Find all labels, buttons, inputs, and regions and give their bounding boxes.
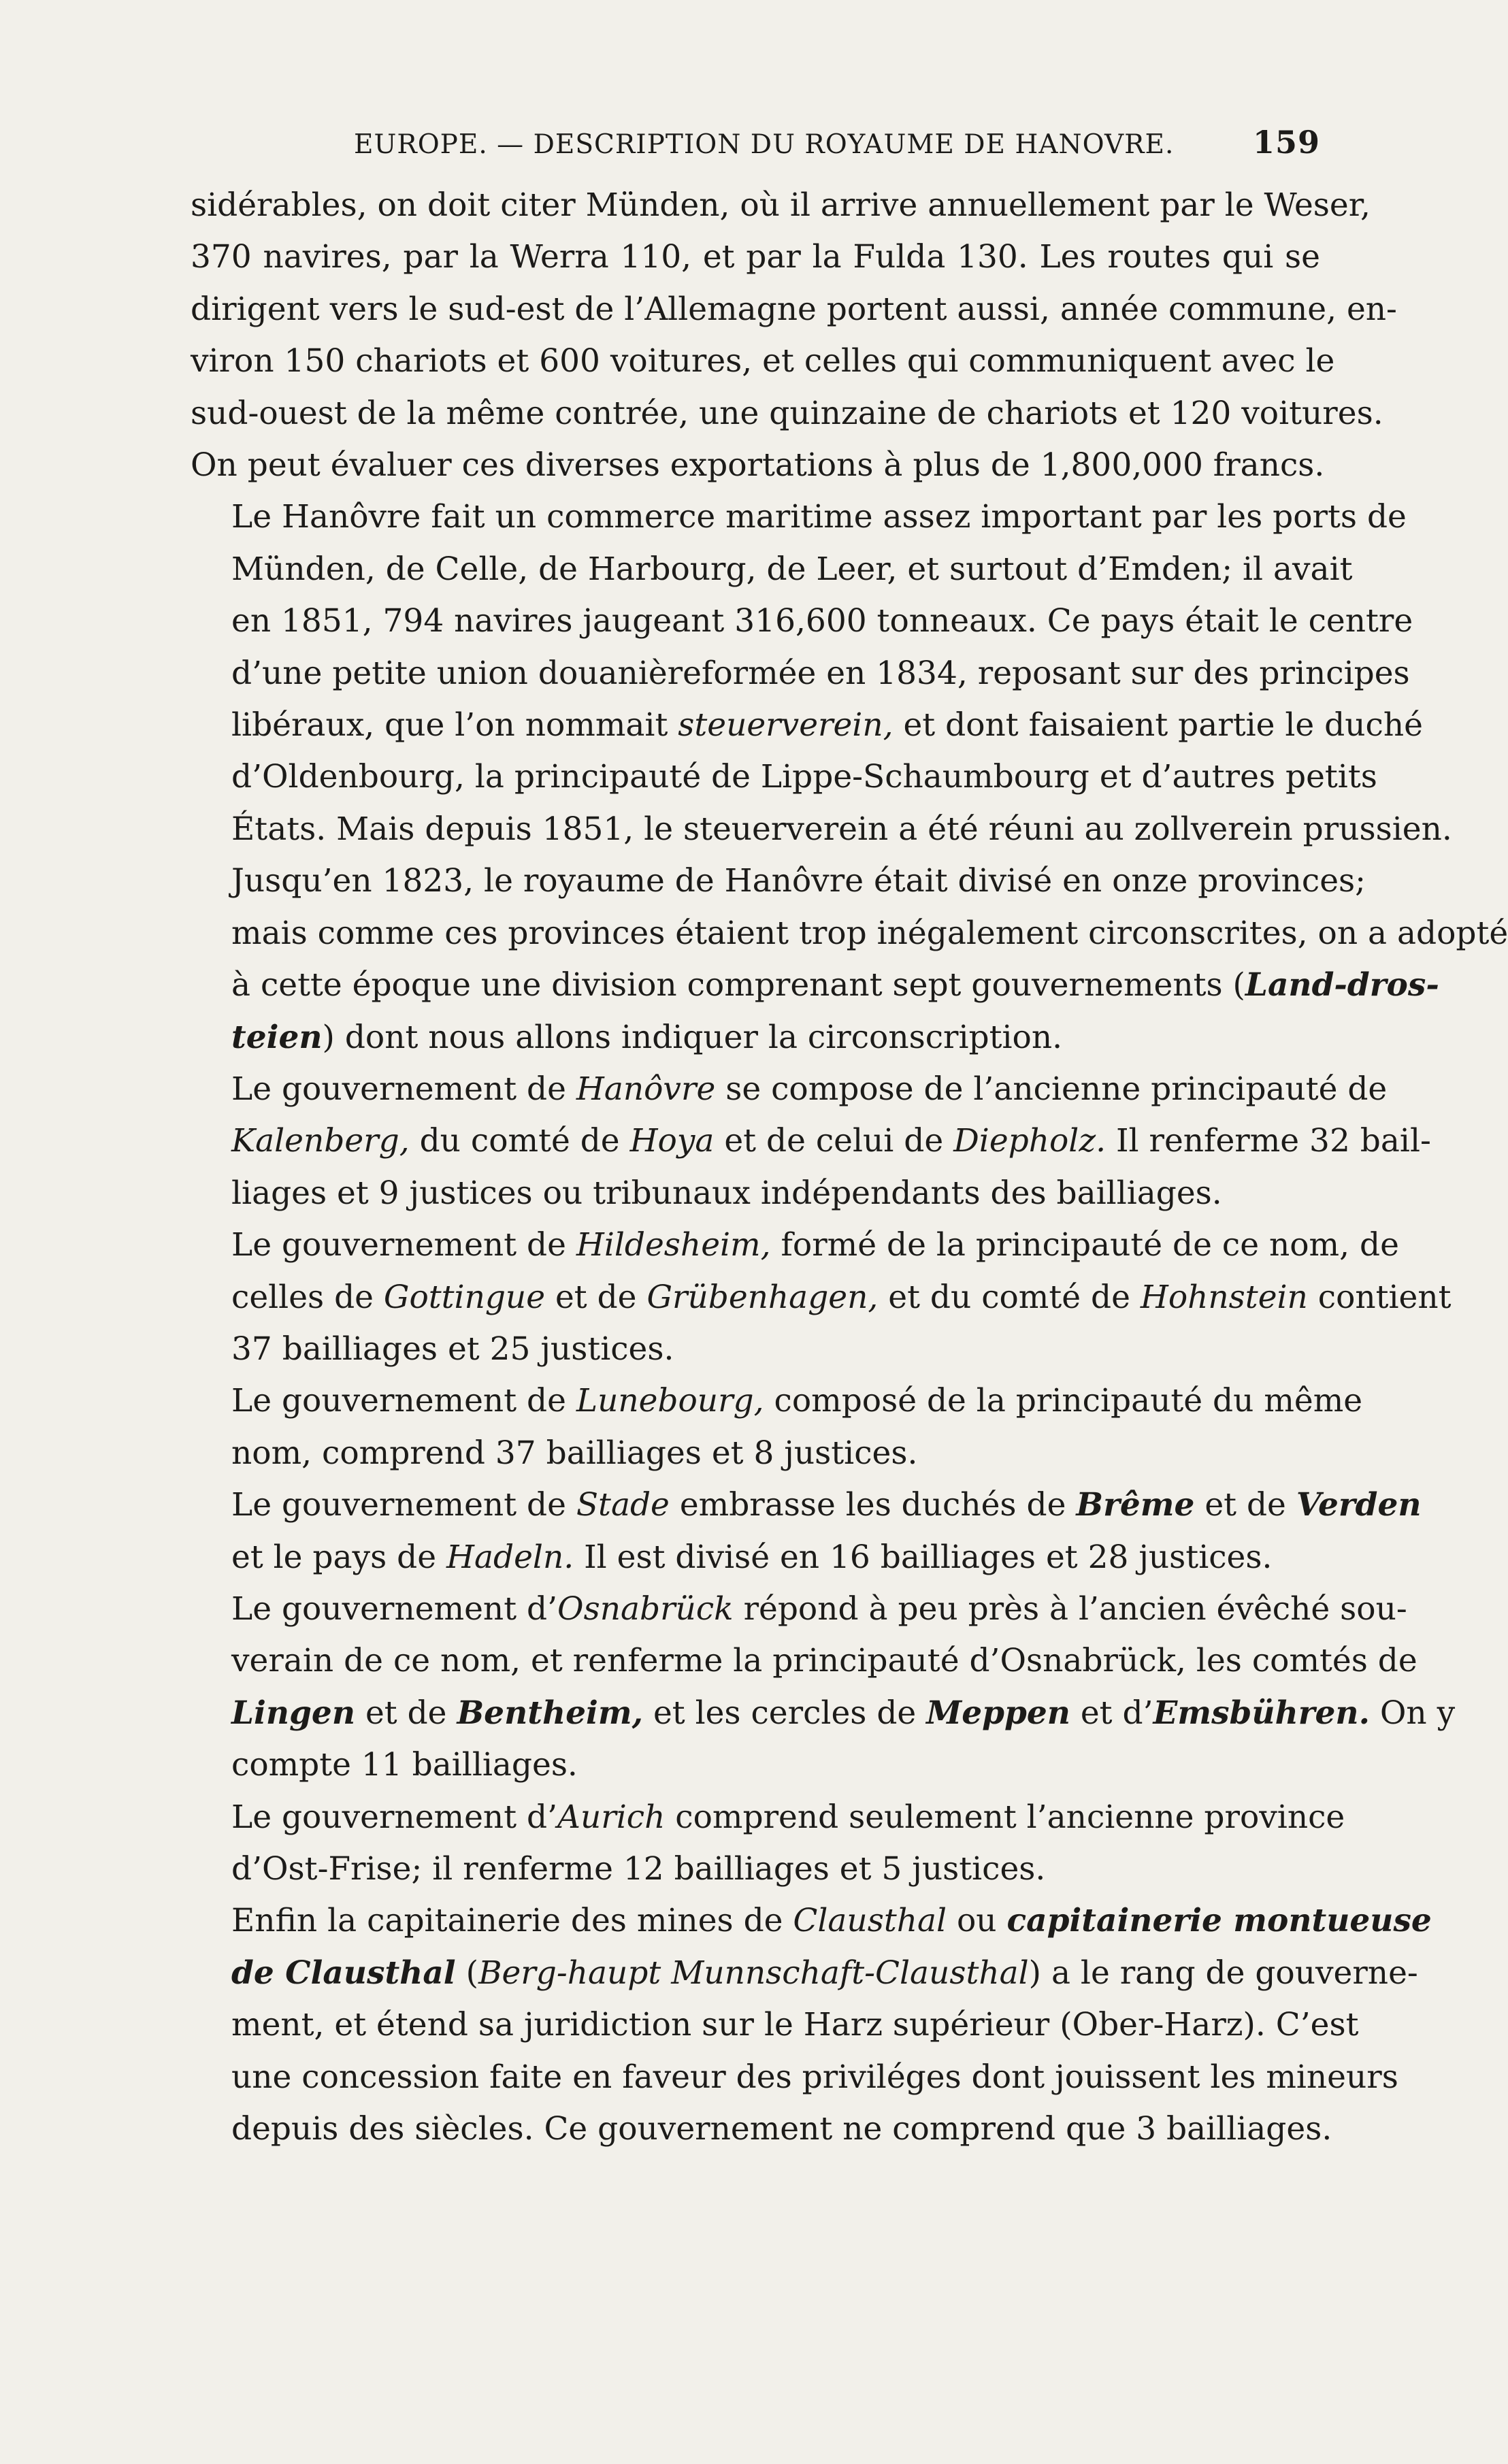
text-line <box>191 595 1413 647</box>
text-run: et de <box>1194 1486 1296 1524</box>
text-line <box>191 1064 1388 1115</box>
place-name: Land-dros- <box>1245 966 1439 1004</box>
place-name: Hanôvre <box>576 1070 716 1108</box>
text-run: contient <box>1307 1278 1452 1316</box>
running-title: EUROPE. — DESCRIPTION DU ROYAUME DE HANOVRE. <box>354 129 1175 160</box>
place-name: Stade <box>576 1486 670 1524</box>
paragraph-10 <box>191 1895 1432 2155</box>
place-name: Diepholz. <box>953 1122 1107 1160</box>
text-line <box>191 908 1508 959</box>
text-run: dirigent vers le sud-est de l’Allemagne portent aussi, année commune, en- <box>191 290 1397 328</box>
running-head <box>191 121 1320 169</box>
text-run: et d’ <box>1070 1694 1153 1732</box>
text-run: Il est divisé en 16 bailliages et 28 justices. <box>574 1538 1273 1576</box>
place-name: capitainerie montueuse <box>1006 1902 1432 1940</box>
text-line <box>191 231 1320 283</box>
place-name: Hohnstein <box>1140 1278 1308 1316</box>
text-run: 370 navires, par la Werra 110, et par la Fulda 130. Les routes qui se <box>191 238 1320 276</box>
text-line <box>191 1843 1320 1895</box>
text-run: Le Hanôvre fait un commerce maritime assez important par les ports de <box>231 498 1407 536</box>
text-line <box>191 2103 1332 2155</box>
text-line <box>191 804 1452 855</box>
text-run: Münden, de Celle, de Harbourg, de Leer, et surtout d’Emden; il avait <box>231 550 1353 588</box>
paragraph-2 <box>191 491 1452 855</box>
text-run: Le gouvernement de <box>231 1486 576 1524</box>
paragraph-3 <box>191 855 1508 1064</box>
text-run: celles de <box>231 1278 384 1316</box>
text-run: en 1851, 794 navires jaugeant 316,600 tonneaux. Ce pays était le centre <box>231 602 1413 640</box>
place-name: de Clausthal <box>231 1954 456 1992</box>
text-run: une concession faite en faveur des priviléges dont jouissent les mineurs <box>231 2058 1398 2096</box>
text-line <box>191 2052 1398 2103</box>
text-line <box>191 1479 1422 1531</box>
text-line <box>191 1999 1359 2051</box>
place-name: Hadeln. <box>446 1538 574 1576</box>
text-run: ou <box>947 1902 1007 1940</box>
text-line <box>191 1739 1320 1791</box>
paragraph-1 <box>191 180 1397 491</box>
text-run: d’Ost-Frise; il renferme 12 bailliages et 5 justices. <box>231 1850 1046 1888</box>
place-name: Clausthal <box>793 1902 947 1940</box>
text-line <box>191 284 1397 335</box>
text-run: Jusqu’en 1823, le royaume de Hanôvre était divisé en onze provinces; <box>231 862 1366 900</box>
place-name: Brême <box>1076 1486 1195 1524</box>
page-number: 159 <box>1252 124 1320 161</box>
body-text <box>191 180 1508 2155</box>
book-page <box>191 121 1508 2155</box>
text-run: à cette époque une division comprenant sept gouvernements ( <box>231 966 1245 1004</box>
text-run: Le gouvernement de <box>231 1070 576 1108</box>
text-run: répond à peu près à l’ancien évêché sou- <box>733 1590 1407 1628</box>
text-run: États. Mais depuis 1851, le steuerverein a été réuni au zollverein prussien. <box>231 810 1452 848</box>
text-line <box>191 1688 1456 1739</box>
text-run: Le gouvernement d’ <box>231 1590 558 1628</box>
place-name: Emsbühren. <box>1153 1694 1370 1732</box>
text-line <box>191 1168 1320 1219</box>
text-run: ) a le rang de gouverne- <box>1028 1954 1418 1992</box>
place-name: Lingen <box>231 1694 356 1732</box>
text-run: Le gouvernement de <box>231 1226 576 1264</box>
text-run: et du comté de <box>878 1278 1141 1316</box>
text-run: composé de la principauté du même <box>764 1382 1363 1420</box>
text-run: sud-ouest de la même contrée, une quinzaine de chariots et 120 voitures. <box>191 394 1383 432</box>
text-line <box>191 440 1325 491</box>
place-name: Grübenhagen, <box>646 1278 879 1316</box>
text-run: compte 11 bailliages. <box>231 1746 578 1784</box>
place-name: Hoya <box>629 1122 715 1160</box>
place-name: teien <box>231 1018 323 1056</box>
text-line <box>191 751 1377 803</box>
text-run: se compose de l’ancienne principauté de <box>715 1070 1388 1108</box>
text-run: Le gouvernement de <box>231 1382 576 1420</box>
text-run: mais comme ces provinces étaient trop inégalement circonscrites, on a adopté <box>231 914 1508 952</box>
text-run: ment, et étend sa juridiction sur le Harz supérieur (Ober-Harz). C’est <box>231 2006 1359 2044</box>
text-line <box>191 855 1366 907</box>
text-run: et de celui de <box>714 1122 954 1160</box>
text-run: Il renferme 32 bail- <box>1106 1122 1431 1160</box>
text-run: et de <box>545 1278 647 1316</box>
place-name: Gottingue <box>383 1278 546 1316</box>
text-run: 37 bailliages et 25 justices. <box>231 1330 674 1368</box>
text-run: ) dont nous allons indiquer la circonscription. <box>322 1018 1063 1056</box>
text-line <box>191 1272 1452 1324</box>
text-run: libéraux, que l’on nommait <box>231 706 678 744</box>
place-name: Aurich <box>557 1798 666 1836</box>
text-run: Enfin la capitainerie des mines de <box>231 1902 793 1940</box>
place-name: Lunebourg, <box>576 1382 764 1420</box>
text-line <box>191 544 1353 595</box>
text-run: formé de la principauté de ce nom, de <box>770 1226 1399 1264</box>
place-name: steuerverein, <box>678 706 894 744</box>
text-run: viron 150 chariots et 600 voitures, et celles qui communiquent avec le <box>191 342 1335 380</box>
text-line <box>191 1219 1399 1271</box>
place-name: Verden <box>1296 1486 1422 1524</box>
text-run: et le pays de <box>231 1538 446 1576</box>
paragraph-8 <box>191 1583 1456 1792</box>
text-line <box>191 648 1410 700</box>
text-line <box>191 1375 1363 1427</box>
text-line <box>191 1948 1418 1999</box>
text-line <box>191 959 1439 1011</box>
text-run: depuis des siècles. Ce gouvernement ne comprend que 3 bailliages. <box>231 2110 1332 2148</box>
text-line <box>191 1583 1407 1635</box>
text-run: On peut évaluer ces diverses exportations à plus de 1,800,000 francs. <box>191 446 1325 484</box>
text-run: et dont faisaient partie le duché <box>893 706 1423 744</box>
text-line <box>191 1324 1320 1375</box>
place-name: Bentheim, <box>457 1694 643 1732</box>
paragraph-9 <box>191 1792 1345 1896</box>
text-line <box>191 180 1371 231</box>
text-run: ( <box>455 1954 478 1992</box>
text-run: et les cercles de <box>643 1694 927 1732</box>
text-run: du comté de <box>409 1122 630 1160</box>
text-line <box>191 1792 1345 1843</box>
place-name: Osnabrück <box>557 1590 734 1628</box>
text-line <box>191 700 1423 751</box>
paragraph-4 <box>191 1064 1431 1219</box>
paragraph-6 <box>191 1375 1363 1479</box>
paragraph-7 <box>191 1479 1422 1583</box>
text-run: liages et 9 justices ou tribunaux indépendants des bailliages. <box>231 1174 1222 1212</box>
text-line <box>191 335 1335 387</box>
text-line <box>191 1635 1417 1687</box>
place-name: Kalenberg, <box>231 1122 410 1160</box>
text-line <box>191 1532 1320 1583</box>
text-run: On y <box>1369 1694 1456 1732</box>
text-line <box>191 1428 1320 1479</box>
text-run: Le gouvernement d’ <box>231 1798 558 1836</box>
text-run: d’une petite union douanièreformée en 1834, reposant sur des principes <box>231 654 1410 692</box>
text-run: sidérables, on doit citer Münden, où il arrive annuellement par le Weser, <box>191 186 1371 224</box>
text-line <box>191 1895 1432 1947</box>
text-run: et de <box>355 1694 457 1732</box>
paragraph-5 <box>191 1219 1452 1375</box>
text-run: verain de ce nom, et renferme la principauté d’Osnabrück, les comtés de <box>231 1642 1417 1680</box>
text-run: embrasse les duchés de <box>669 1486 1077 1524</box>
text-line <box>191 1115 1431 1167</box>
text-run: d’Oldenbourg, la principauté de Lippe-Schaumbourg et d’autres petits <box>231 758 1377 796</box>
text-line <box>191 1012 1320 1064</box>
text-run: nom, comprend 37 bailliages et 8 justices. <box>231 1434 918 1472</box>
text-line <box>191 491 1407 543</box>
text-run: comprend seulement l’ancienne province <box>665 1798 1345 1836</box>
place-name: Hildesheim, <box>576 1226 771 1264</box>
place-name: Berg-haupt Munnschaft-Clausthal <box>478 1954 1029 1992</box>
place-name: Meppen <box>926 1694 1070 1732</box>
text-line <box>191 388 1383 440</box>
